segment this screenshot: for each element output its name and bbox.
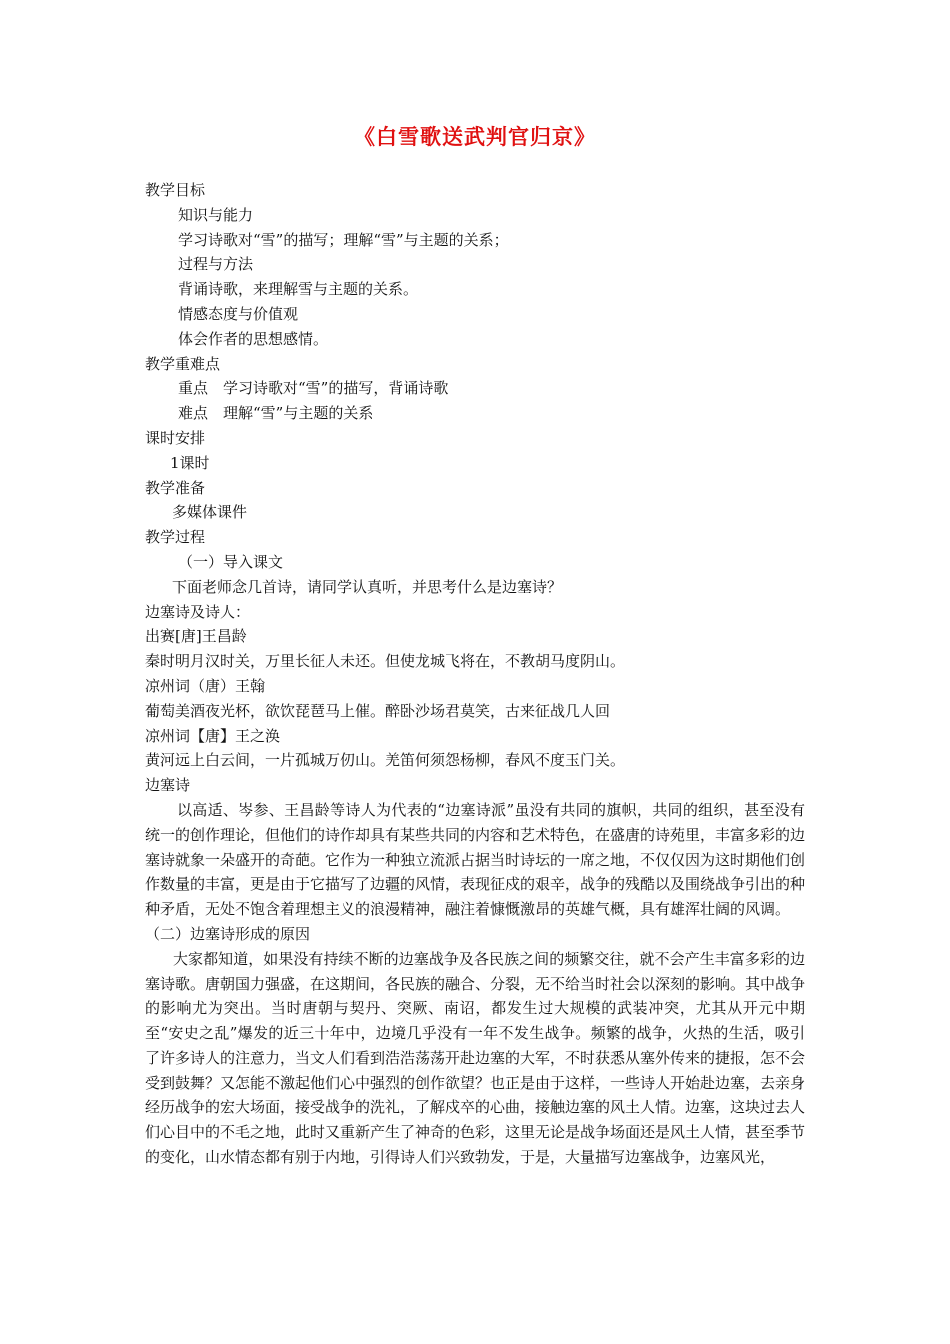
process-step-1: （一）导入课文 <box>178 552 284 571</box>
document-title: 《白雪歌送武判官归京》 <box>354 124 596 149</box>
process-step-2: （二）边塞诗形成的原因 <box>145 924 311 943</box>
section-heading-process: 教学过程 <box>145 528 206 547</box>
goal-process-label: 过程与方法 <box>178 255 254 274</box>
goal-process-text: 背诵诗歌，来理解雪与主题的关系。 <box>178 280 419 299</box>
frontier-heading: 边塞诗 <box>145 776 191 795</box>
poem-title: 凉州词【唐】王之涣 <box>145 726 281 745</box>
frontier-paragraph: 以高适、岑参、王昌龄等诗人为代表的“边塞诗派”虽没有共同的旗帜，共同的组织，甚至没有统一的创作理论，但他们的诗作却具有某些共同的内容和艺术特色，在盛唐的诗苑里，丰富多彩的边塞诗就象一朵盛开的奇葩。它作为一种独立流派占据当时诗坛的一席之地，不仅仅因为这时期他们创作数量的丰富，更是由于它描写了边疆的风情，表现征戍的艰辛，战争的残酷以及围绕战争引出的种种矛盾，无处不饱含着理想主义的浪漫精神，融注着慷慨激昂的英雄气概，具有雄浑壮阔的风调。 <box>145 800 806 919</box>
poem-text: 葡萄美酒夜光杯，欲饮琵琶马上催。醉卧沙场君莫笑，古来征战几人回 <box>145 701 611 720</box>
poem-text: 秦时明月汉时关，万里长征人未还。但使龙城飞将在，不教胡马度阴山。 <box>145 652 626 671</box>
poem-title: 凉州词（唐）王翰 <box>145 676 266 695</box>
prep-value: 多媒体课件 <box>172 503 248 522</box>
goal-emotion-label: 情感态度与价值观 <box>178 304 299 323</box>
poem-title: 出赛[唐]王昌龄 <box>145 627 247 646</box>
section-heading-goals: 教学目标 <box>145 181 206 199</box>
poets-heading: 边塞诗及诗人： <box>145 602 251 621</box>
section-heading-schedule: 课时安排 <box>145 428 206 447</box>
difficult-point: 难点 理解“雪”与主题的关系 <box>178 404 374 423</box>
goal-knowledge-text: 学习诗歌对“雪”的描写；理解“雪”与主题的关系； <box>178 230 509 249</box>
key-point: 重点 学习诗歌对“雪”的描写，背诵诗歌 <box>178 379 449 398</box>
poem-text: 黄河远上白云间，一片孤城万仞山。羌笛何须怨杨柳，春风不度玉门关。 <box>145 751 626 770</box>
section-heading-prep: 教学准备 <box>145 478 206 497</box>
schedule-value: 1课时 <box>170 453 210 472</box>
section-heading-keypoints: 教学重难点 <box>145 354 221 373</box>
document-body <box>145 178 805 1170</box>
goal-emotion-text: 体会作者的思想感情。 <box>178 329 329 348</box>
reason-paragraph: 大家都知道，如果没有持续不断的边塞战争及各民族之间的频繁交往，就不会产生丰富多彩的边塞诗歌。唐朝国力强盛，在这期间，各民族的融合、分裂，无不给当时社会以深刻的影响。其中战争的影响尤为突出。当时唐朝与契丹、突厥、南诏，都发生过大规模的武装冲突，尤其从开元中期至“安史之乱”爆发的近三十年中，边境几乎没有一年不发生战争。频繁的战争，火热的生活，吸引了许多诗人的注意力，当文人们看到浩浩荡荡开赴边塞的大军，不时获悉从塞外传来的捷报，怎不会受到鼓舞？又怎能不激起他们心中强烈的创作欲望？也正是由于这样，一些诗人开始赴边塞，去亲身经历战争的宏大场面，接受战争的洗礼，了解戍卒的心曲，接触边塞的风土人情。边塞，这块过去人们心目中的不毛之地，此时又重新产生了神奇的色彩，这里无论是战争场面还是风土人情，甚至季节的变化，山水情态都有别于内地，引得诗人们兴致勃发，于是，大量描写边塞战争，边塞风光， <box>145 949 806 1167</box>
intro-text: 下面老师念几首诗，请同学认真听，并思考什么是边塞诗？ <box>172 577 563 596</box>
goal-knowledge-label: 知识与能力 <box>178 205 254 224</box>
